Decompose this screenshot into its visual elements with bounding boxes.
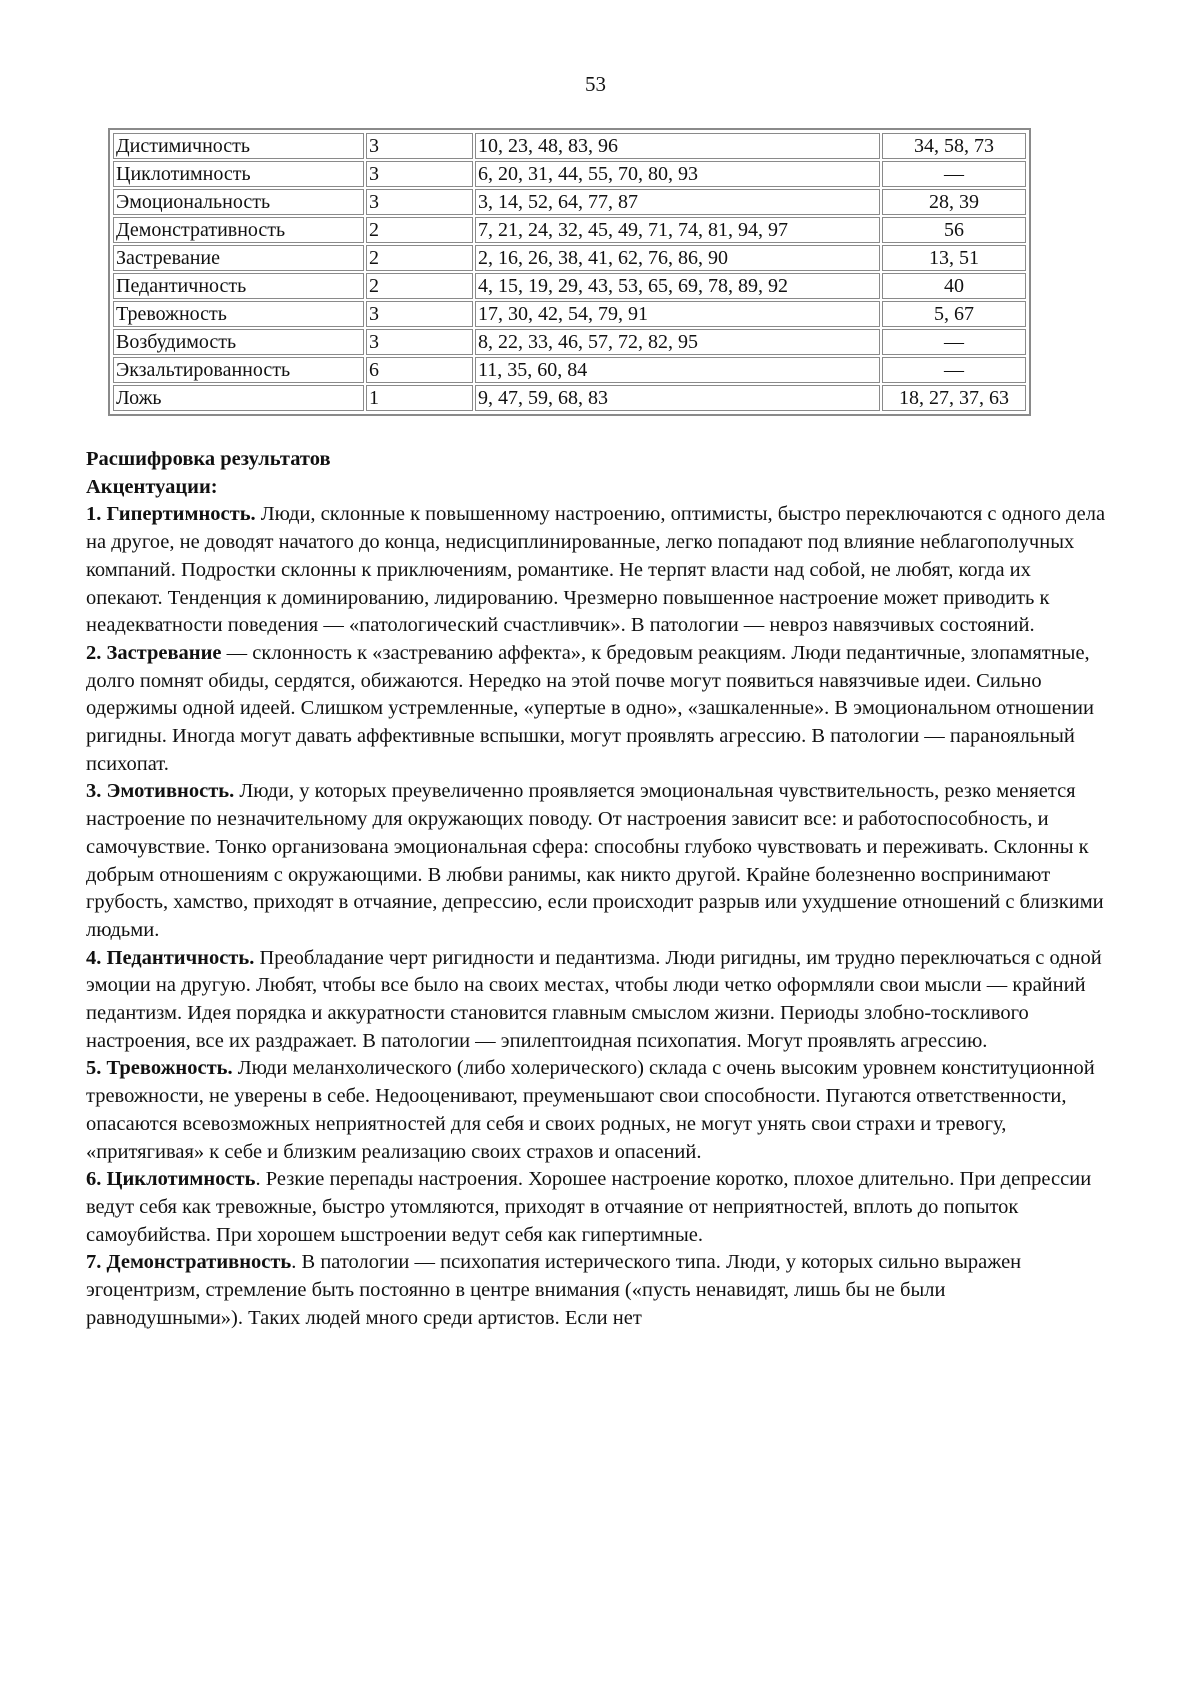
table-row: [113, 133, 1026, 159]
yes-answers-cell: 6, 20, 31, 44, 55, 70, 80, 93: [475, 161, 880, 187]
accentuation-description: Люди, у которых преувеличенно проявляется эмоциональная чувствительность, резко меняется настроение по незначительному для окружающих поводу. От настроения зависит все: и работоспособность, и самочувствие. Тонко организована эмоциональная сфера: способны глубоко чувствовать и переживать. Склонны к добрым отношениям с окружающими. В любви ранимы, как никто другой. Крайне болезненно воспринимают грубость, хамство, приходят в отчаяние, депрессию, если происходит разрыв или ухудшение отношений с близкими людьми.: [86, 780, 1104, 941]
accentuation-description: Люди меланхолического (либо холерического) склада с очень высоким уровнем конституционной тревожности, не уверены в себе. Недооценивают, преуменьшают свои способности. Пугаются ответственности, опасаются всевозможных неприятностей для себя и своих родных, не могут унять свои страхи и тревогу, «притягивая» к себе и близким реализацию своих страхов и опасений.: [86, 1057, 1095, 1163]
accentuation-description: Преобладание черт ригидности и педантизма. Люди ригидны, им трудно переключаться с одной эмоции на другую. Любят, чтобы все было на своих местах, чтобы люди четко оформляли свои мысли — крайний педантизм. Идея порядка и аккуратности становится главным смыслом жизни. Периоды злобно-тоскливого настроения, все их раздражает. В патологии — эпилептоидная психопатия. Могут проявлять агрессию.: [86, 946, 1102, 1052]
scale-name-cell: Экзальтированность: [113, 357, 364, 383]
accentuation-label: 2. Застревание: [86, 641, 222, 664]
accentuation-description: — склонность к «застреванию аффекта», к бредовым реакциям. Люди педантичные, злопамятные, долго помнят обиды, сердятся, обижаются. Нередко на этой почве могут появиться навязчивые идеи. Сильно одержимы одной идеей. Слишком устремленные, «упертые в одно», «зашкаленные». В эмоциональном отношении ригидны. Иногда могут давать аффективные вспышки, могут проявлять агрессию. В патологии — паранояльный психопат.: [86, 641, 1094, 775]
section-title: Расшифровка результатов: [86, 448, 331, 470]
table-row: [113, 273, 1026, 299]
yes-answers-cell: 11, 35, 60, 84: [475, 357, 880, 383]
yes-answers-cell: 4, 15, 19, 29, 43, 53, 65, 69, 78, 89, 92: [475, 273, 880, 299]
results-text: [86, 446, 1106, 1333]
no-answers-cell: —: [882, 329, 1026, 355]
coefficient-cell: 2: [366, 217, 473, 243]
yes-answers-cell: 17, 30, 42, 54, 79, 91: [475, 301, 880, 327]
accentuation-item: [86, 945, 1106, 1056]
coefficient-cell: 3: [366, 189, 473, 215]
accentuation-description: . Резкие перепады настроения. Хорошее настроение коротко, плохое длительно. При депрессии ведут себя как тревожные, быстро утомляются, приходят в отчаяние от неприятностей, вплоть до попыток самоубийства. При хорошем ьшстроении ведут себя как гипертимные.: [86, 1168, 1092, 1246]
table-row: [113, 189, 1026, 215]
section-subtitle: Акцентуации:: [86, 475, 218, 498]
accentuation-label: 5. Тревожность.: [86, 1057, 233, 1080]
accentuation-item: [86, 778, 1106, 944]
yes-answers-cell: 8, 22, 33, 46, 57, 72, 82, 95: [475, 329, 880, 355]
table-row: [113, 217, 1026, 243]
accentuation-label: 3. Эмотивность.: [86, 780, 235, 803]
accentuation-description: Люди, склонные к повышенному настроению, оптимисты, быстро переключаются с одного дела на другое, не доводят начатого до конца, недисциплинированные, легко попадают под влияние неблагополучных компаний. Подростки склонны к приключениям, романтике. Не терпят власти над собой, не любят, когда их опекают. Тенденция к доминированию, лидированию. Чрезмерно повышенное настроение может приводить к неадекватности поведения — «патологический счастливчик». В патологии — невроз навязчивых состояний.: [86, 503, 1106, 637]
scale-name-cell: Тревожность: [113, 301, 364, 327]
accentuation-item: [86, 640, 1106, 779]
coefficient-cell: 2: [366, 273, 473, 299]
accentuation-list: [86, 501, 1106, 1332]
yes-answers-cell: 7, 21, 24, 32, 45, 49, 71, 74, 81, 94, 97: [475, 217, 880, 243]
scale-name-cell: Эмоциональность: [113, 189, 364, 215]
coefficient-cell: 1: [366, 385, 473, 411]
table-row: [113, 329, 1026, 355]
no-answers-cell: 13, 51: [882, 245, 1026, 271]
scale-name-cell: Циклотимность: [113, 161, 364, 187]
no-answers-cell: 34, 58, 73: [882, 133, 1026, 159]
accentuation-label: 4. Педантичность.: [86, 946, 255, 969]
coefficient-cell: 3: [366, 301, 473, 327]
coefficient-cell: 3: [366, 161, 473, 187]
accentuation-item: [86, 1055, 1106, 1166]
yes-answers-cell: 9, 47, 59, 68, 83: [475, 385, 880, 411]
yes-answers-cell: 2, 16, 26, 38, 41, 62, 76, 86, 90: [475, 245, 880, 271]
coefficient-cell: 6: [366, 357, 473, 383]
coefficient-cell: 2: [366, 245, 473, 271]
page-number: 53: [585, 72, 606, 96]
accentuation-label: 6. Циклотимность: [86, 1168, 256, 1191]
scale-name-cell: Застревание: [113, 245, 364, 271]
no-answers-cell: 28, 39: [882, 189, 1026, 215]
scale-name-cell: Педантичность: [113, 273, 364, 299]
no-answers-cell: —: [882, 357, 1026, 383]
accentuation-item: [86, 1166, 1106, 1249]
table-row: [113, 245, 1026, 271]
accentuation-description: . В патологии — психопатия истерического типа. Люди, у которых сильно выражен эгоцентризм, стремление быть постоянно в центре внимания («пусть ненавидят, лишь бы не были равнодушными»). Таких людей много среди артистов. Если нет: [86, 1251, 1022, 1329]
table-row: [113, 161, 1026, 187]
no-answers-cell: 40: [882, 273, 1026, 299]
accentuation-item: [86, 1249, 1106, 1332]
accentuation-label: 1. Гипертимность.: [86, 503, 256, 526]
accentuation-scales-table: [108, 128, 1031, 416]
no-answers-cell: 56: [882, 217, 1026, 243]
accentuation-item: [86, 501, 1106, 640]
scale-name-cell: Возбудимость: [113, 329, 364, 355]
yes-answers-cell: 10, 23, 48, 83, 96: [475, 133, 880, 159]
table-row: [113, 301, 1026, 327]
scale-name-cell: Ложь: [113, 385, 364, 411]
scale-name-cell: Демонстративность: [113, 217, 364, 243]
no-answers-cell: 5, 67: [882, 301, 1026, 327]
scale-name-cell: Дистимичность: [113, 133, 364, 159]
yes-answers-cell: 3, 14, 52, 64, 77, 87: [475, 189, 880, 215]
no-answers-cell: 18, 27, 37, 63: [882, 385, 1026, 411]
table-row: [113, 385, 1026, 411]
table-row: [113, 357, 1026, 383]
coefficient-cell: 3: [366, 329, 473, 355]
scales-table-body: [111, 131, 1028, 413]
no-answers-cell: —: [882, 161, 1026, 187]
coefficient-cell: 3: [366, 133, 473, 159]
accentuation-label: 7. Демонстративность: [86, 1251, 292, 1274]
